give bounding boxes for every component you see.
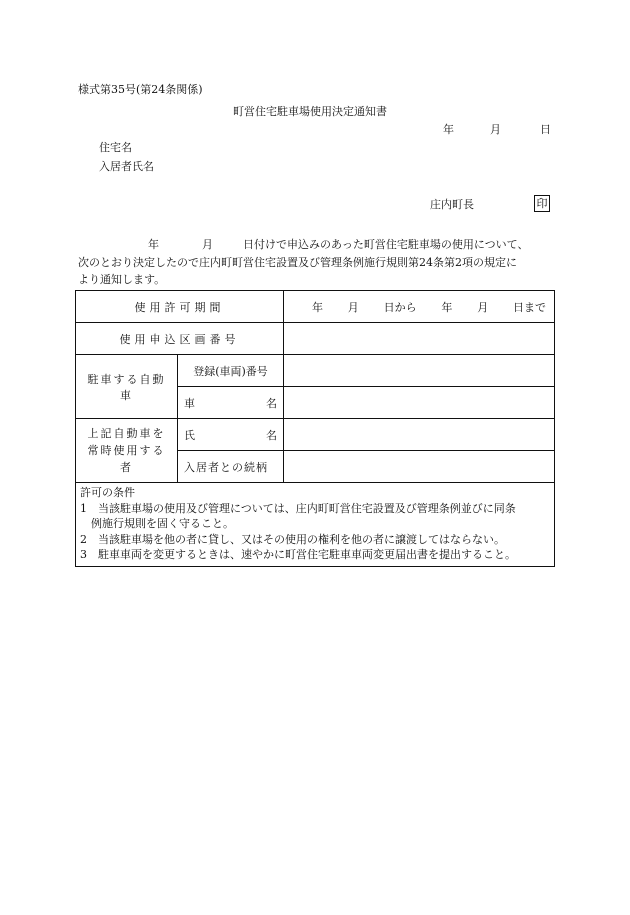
date-year-label: 年 [443, 123, 454, 136]
seal-box: 印 [534, 195, 550, 212]
car-name-label-b: 名 [266, 396, 277, 410]
regular-user-label-line2: 常時使用する者 [87, 444, 166, 474]
registration-number-label: 登録(車両)番号 [178, 355, 284, 387]
period-month-from: 月 [347, 300, 359, 314]
period-year-from: 年 [312, 300, 323, 314]
period-label: 使用許可期間 [76, 291, 284, 323]
car-name-value [284, 387, 555, 419]
table-row [76, 355, 555, 387]
relation-label: 入居者との続柄 [178, 451, 284, 483]
table-row [76, 323, 555, 355]
period-day-from: 日から [383, 300, 417, 314]
body-line-2: 次のとおり決定したので庄内町町営住宅設置及び管理条例施行規則第24条第2項の規定に [78, 255, 517, 269]
person-name-label-a: 氏 [184, 428, 195, 442]
person-name-label-b: 名 [266, 428, 277, 442]
section-number-label: 使用申込区画番号 [76, 323, 284, 355]
car-name-label-a: 車 [184, 396, 195, 410]
table-row [76, 483, 555, 567]
conditions-title: 許可の条件 [80, 486, 135, 499]
housing-name-label: 住宅名 [99, 141, 132, 154]
period-month-to: 月 [477, 300, 489, 314]
condition-line: 1 当該駐車場の使用及び管理については、庄内町町営住宅設置及び管理条例並びに同条 [80, 501, 516, 515]
document-title: 町営住宅駐車場使用決定通知書 [233, 105, 387, 118]
date-day-label: 日 [540, 123, 551, 136]
condition-line: 例施行規則を固く守ること。 [80, 517, 234, 530]
period-value [284, 291, 555, 323]
period-year-to: 年 [441, 300, 453, 314]
body-line-1-text: 日付けで申込みのあった町営住宅駐車場の使用について、 [243, 238, 529, 251]
body-line-1 [78, 236, 553, 254]
form-number: 様式第35号(第24条関係) [78, 83, 203, 96]
regular-user-label [76, 419, 178, 483]
car-name-label [178, 387, 284, 419]
relation-value [284, 451, 555, 483]
regular-user-label-line1: 上記自動車を [87, 427, 166, 440]
vehicle-label: 駐車する自動車 [76, 355, 178, 419]
date-month-label: 月 [490, 123, 501, 136]
issuer-title: 庄内町長 [430, 198, 474, 211]
table-row [76, 291, 555, 323]
permit-table [75, 290, 555, 567]
section-number-value [284, 323, 555, 355]
period-day-to: 日まで [512, 300, 546, 314]
condition-line: 3 駐車車両を変更するときは、速やかに町営住宅駐車車両変更届出書を提出すること。 [80, 548, 516, 561]
body-line-3: より通知します。 [78, 273, 166, 286]
body-text [78, 236, 553, 289]
conditions-cell [76, 483, 555, 567]
body-month: 月 [202, 238, 213, 251]
condition-line: 2 当該駐車場を他の者に貸し、又はその使用の権利を他の者に譲渡してはならない。 [80, 532, 505, 546]
tenant-name-label: 入居者氏名 [99, 160, 154, 173]
body-year: 年 [148, 238, 159, 251]
table-row [76, 419, 555, 451]
person-name-value [284, 419, 555, 451]
registration-number-value [284, 355, 555, 387]
person-name-label [178, 419, 284, 451]
